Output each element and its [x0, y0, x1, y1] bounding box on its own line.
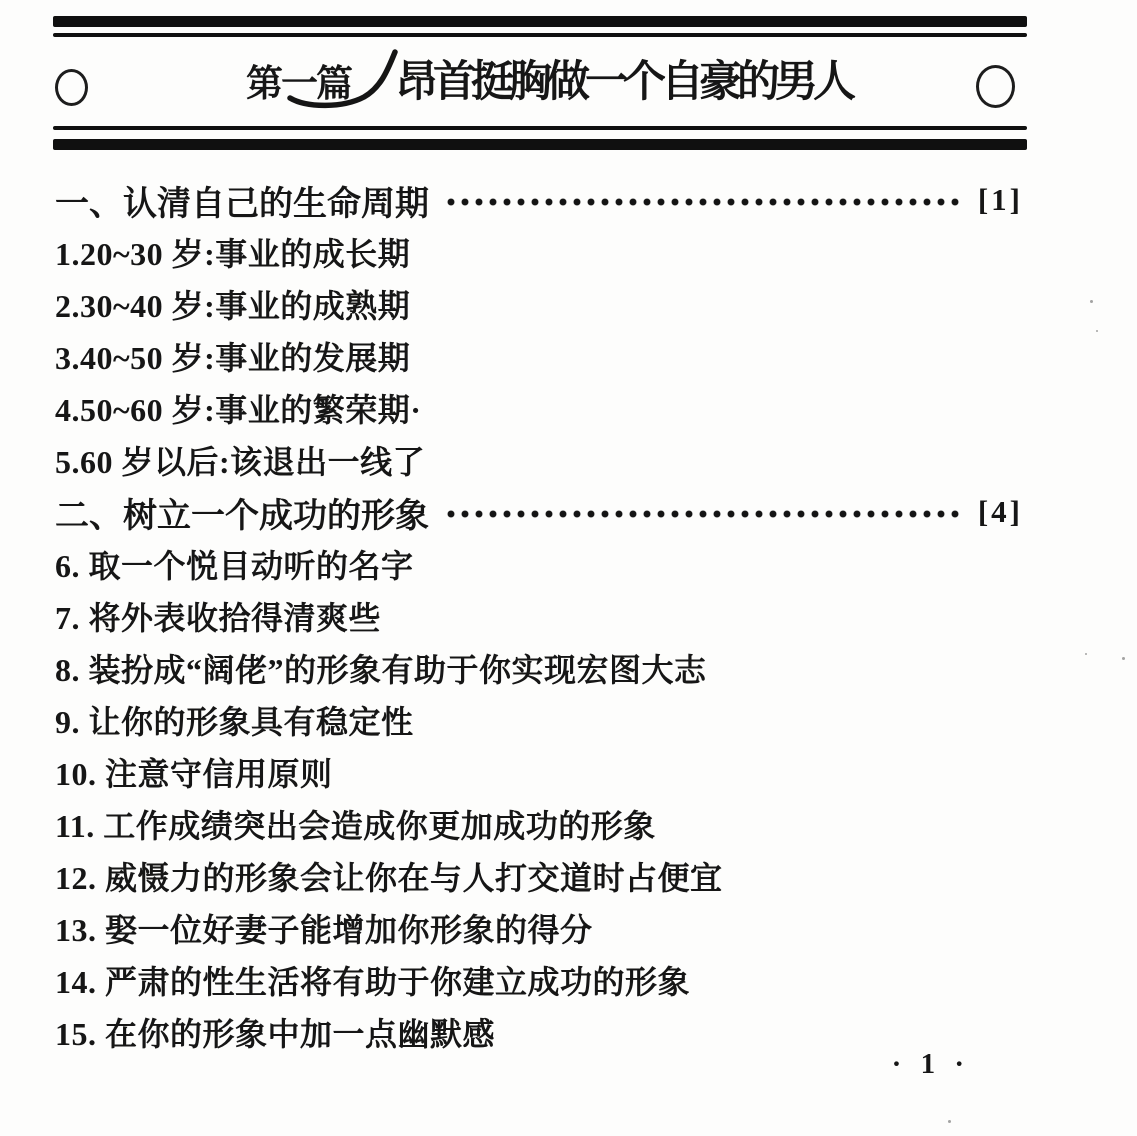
toc-item-row — [55, 954, 1023, 1006]
swoosh-divider-icon — [353, 58, 393, 118]
binder-ring-right-icon — [976, 65, 1015, 108]
toc-item-label: 15. 在你的形象中加一点幽默感 — [55, 1016, 496, 1052]
toc-item-label: 8. 装扮成“阔佬”的形象有助于你实现宏图大志 — [55, 652, 707, 688]
toc-item-row — [55, 382, 1023, 434]
toc-item-label: 4.50~60 岁:事业的繁荣期· — [55, 392, 422, 428]
scan-speck — [1085, 653, 1087, 655]
toc-item-label: 3.40~50 岁:事业的发展期 — [55, 340, 411, 376]
toc-item-label: 9. 让你的形象具有稳定性 — [55, 704, 414, 740]
toc-item-label: 6. 取一个悦目动听的名字 — [55, 548, 414, 584]
toc-page-ref: [4] — [977, 494, 1023, 529]
toc-item-label: 14. 严肃的性生活将有助于你建立成功的形象 — [55, 964, 691, 1000]
chapter-title-row — [246, 58, 851, 118]
toc-item-label: 1.20~30 岁:事业的成长期 — [55, 236, 411, 272]
scan-speck — [948, 1120, 951, 1123]
toc-item-row — [55, 1006, 1023, 1058]
chapter-header-band — [0, 0, 1137, 152]
toc-item-row — [55, 798, 1023, 850]
toc-item-row — [55, 226, 1023, 278]
toc-item-row — [55, 538, 1023, 590]
bottom-rule-thick — [53, 139, 1027, 150]
scan-speck — [1090, 300, 1093, 303]
toc-item-row — [55, 902, 1023, 954]
toc-item-row — [55, 434, 1023, 486]
part-label: 第一篇 — [246, 63, 351, 104]
dotted-leader — [447, 196, 962, 208]
toc-item-label: 11. 工作成绩突出会造成你更加成功的形象 — [55, 808, 656, 844]
toc-item-row — [55, 330, 1023, 382]
bottom-rule-thin — [53, 126, 1027, 130]
toc-item-row — [55, 694, 1023, 746]
binder-ring-left-icon — [55, 69, 88, 106]
toc-list — [55, 152, 1023, 1058]
toc-section-label: 一、认清自己的生命周期 — [55, 185, 429, 223]
dotted-leader — [447, 508, 962, 520]
toc-item-label: 2.30~40 岁:事业的成熟期 — [55, 288, 411, 324]
toc-item-row — [55, 642, 1023, 694]
toc-item-label: 12. 威慑力的形象会让你在与人打交道时占便宜 — [55, 860, 723, 896]
toc-item-row — [55, 850, 1023, 902]
toc-item-row — [55, 278, 1023, 330]
toc-item-label: 7. 将外表收拾得清爽些 — [55, 600, 382, 636]
toc-item-row — [55, 590, 1023, 642]
top-rule-thick — [53, 16, 1027, 27]
top-rule-thin — [53, 33, 1027, 37]
toc-page-ref: [1] — [977, 182, 1023, 217]
scan-speck — [1096, 330, 1098, 332]
toc-section-row — [55, 486, 1023, 538]
chapter-title: 昂首挺胸做一个自豪的男人 — [395, 58, 851, 106]
toc-item-label: 10. 注意守信用原则 — [55, 756, 333, 792]
toc-item-label: 13. 娶一位好妻子能增加你形象的得分 — [55, 912, 593, 948]
toc-item-label: 5.60 岁以后:该退出一线了 — [55, 444, 426, 480]
page-number: · 1 · — [891, 1048, 970, 1080]
toc-section-label: 二、树立一个成功的形象 — [55, 497, 429, 535]
scan-speck — [1122, 657, 1125, 660]
toc-section-row — [55, 174, 1023, 226]
toc-item-row — [55, 746, 1023, 798]
